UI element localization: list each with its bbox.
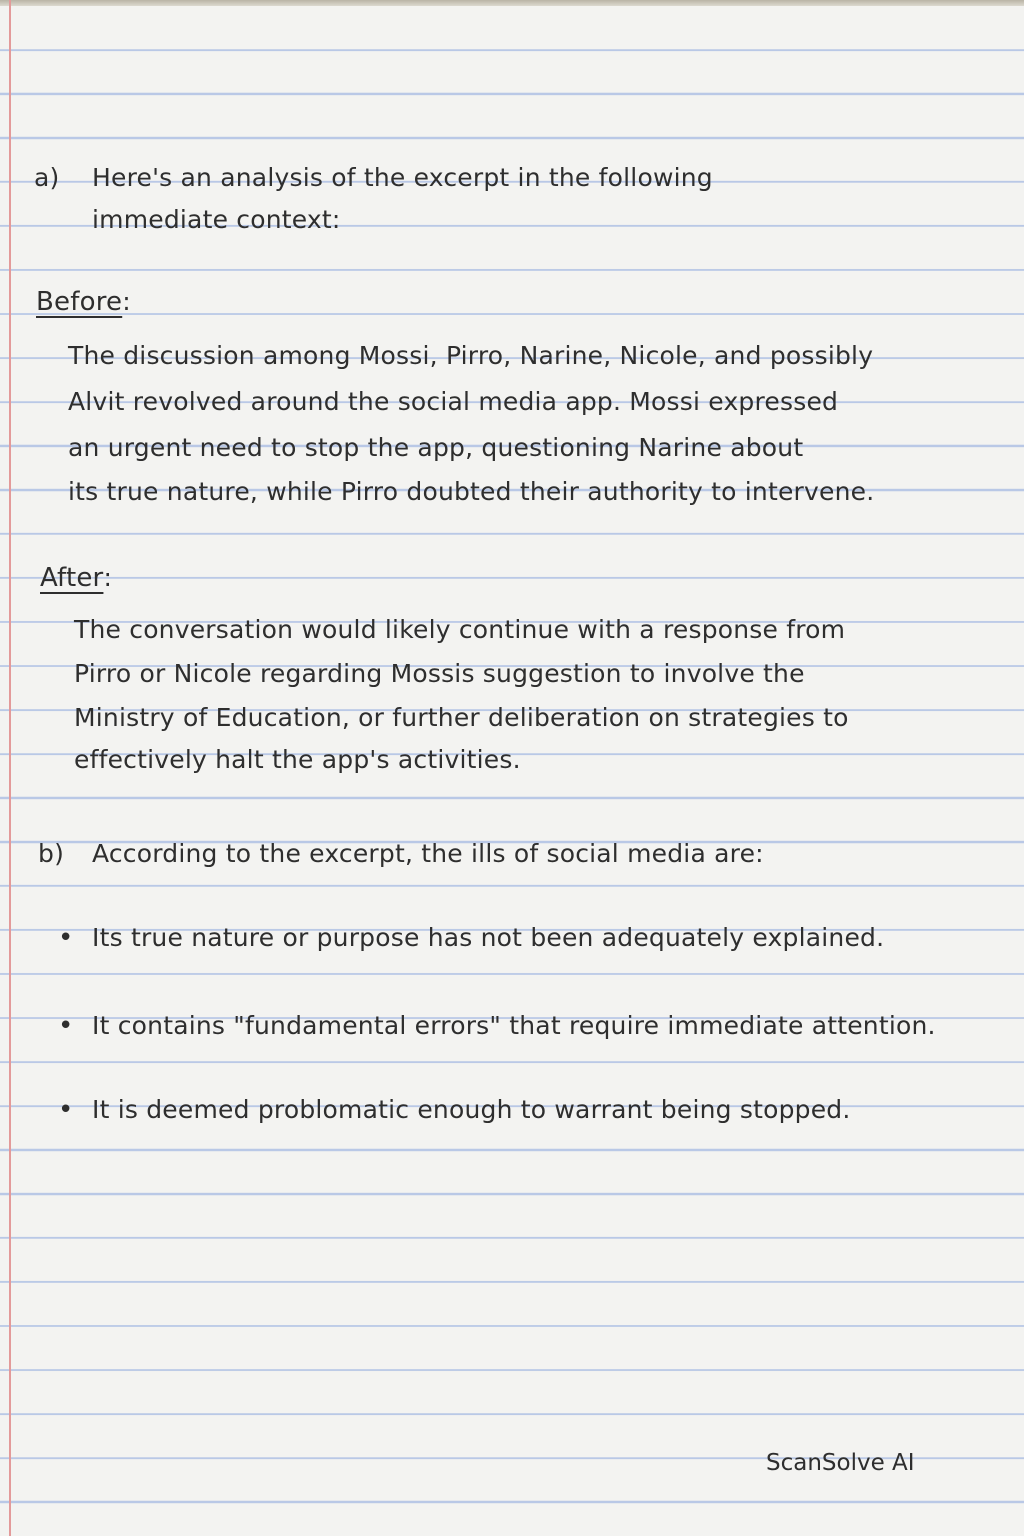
- before-line-2: Alvit revolved around the social media app. Mossi expressed: [68, 387, 839, 416]
- scansolve-signature: ScanSolve AI: [766, 1450, 915, 1476]
- after-line-3: Ministry of Education, or further deliberation on strategies to: [74, 703, 849, 732]
- part-a-intro-line-1: Here's an analysis of the excerpt in the following: [92, 163, 713, 192]
- part-a-label: a): [34, 163, 60, 192]
- after-heading-row: [40, 562, 112, 594]
- after-heading: After: [40, 563, 104, 593]
- before-line-3: an urgent need to stop the app, questioning Narine about: [68, 433, 804, 462]
- after-line-1: The conversation would likely continue with a response from: [74, 615, 846, 644]
- before-line-4: its true nature, while Pirro doubted their authority to intervene.: [68, 477, 875, 506]
- after-line-2: Pirro or Nicole regarding Mossis suggestion to involve the: [74, 659, 805, 688]
- part-a-intro-line-2: immediate context:: [92, 205, 341, 234]
- bullet-marker-3: •: [58, 1095, 74, 1125]
- before-heading: Before: [36, 287, 123, 317]
- after-heading-colon: :: [103, 563, 113, 592]
- part-b-intro: According to the excerpt, the ills of social media are:: [92, 839, 764, 868]
- part-b-label: b): [38, 839, 65, 868]
- bullet-item-2: It contains "fundamental errors" that require immediate attention.: [92, 1011, 936, 1040]
- bullet-marker-1: •: [58, 923, 74, 953]
- before-heading-row: [36, 286, 131, 318]
- bullet-item-1: Its true nature or purpose has not been adequately explained.: [92, 923, 885, 952]
- before-line-1: The discussion among Mossi, Pirro, Narine, Nicole, and possibly: [68, 341, 874, 370]
- before-heading-colon: :: [122, 287, 131, 316]
- bullet-item-3: It is deemed problomatic enough to warrant being stopped.: [92, 1095, 851, 1124]
- after-line-4: effectively halt the app's activities.: [74, 745, 521, 774]
- bullet-marker-2: •: [58, 1011, 74, 1041]
